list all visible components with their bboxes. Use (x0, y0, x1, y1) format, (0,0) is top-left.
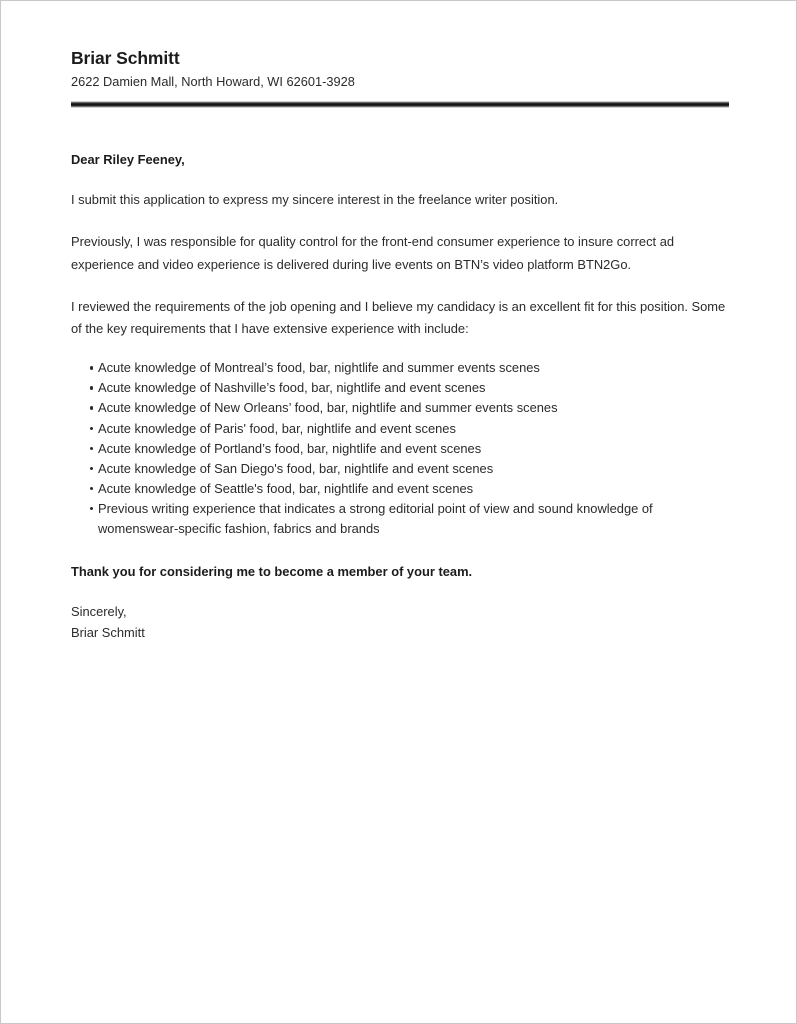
sign-off: Sincerely, (71, 603, 127, 619)
closing-thanks: Thank you for considering me to become a member of your team. (71, 564, 473, 580)
list-item: Acute knowledge of Portland’s food, bar, nightlife and event scenes (71, 439, 731, 459)
list-item: Acute knowledge of Seattle's food, bar, nightlife and event scenes (71, 479, 731, 499)
list-item: Acute knowledge of Montreal’s food, bar, nightlife and summer events scenes (71, 358, 731, 378)
signature-name: Briar Schmitt (71, 625, 145, 641)
paragraph-experience: Previously, I was responsible for quality control for the front-end consumer experience to insure correct ad experience and video experience is delivered during live events on BTN’s video platform BTN2Go. (71, 234, 675, 272)
salutation: Dear Riley Feeney, (71, 151, 185, 167)
sender-address: 2622 Damien Mall, North Howard, WI 62601-3928 (71, 73, 355, 89)
qualifications-list (71, 358, 731, 539)
letter-body (71, 151, 731, 644)
list-item: Acute knowledge of New Orleans’ food, bar, nightlife and summer events scenes (71, 398, 731, 418)
list-item: Acute knowledge of Paris' food, bar, nightlife and event scenes (71, 419, 731, 439)
letter-content (71, 48, 731, 644)
letterhead (71, 48, 731, 108)
paragraph-requirements-lead: I reviewed the requirements of the job opening and I believe my candidacy is an excellent fit for this position. Some of the key requirements that I have extensive experience with include: (71, 298, 726, 336)
header-divider-rule (71, 101, 729, 108)
list-item: Acute knowledge of San Diego's food, bar, nightlife and event scenes (71, 459, 731, 479)
paragraph-intro: I submit this application to express my sincere interest in the freelance writer position. (71, 192, 559, 208)
sender-name: Briar Schmitt (71, 48, 180, 68)
list-item: Previous writing experience that indicates a strong editorial point of view and sound knowledge of womenswear-specific fashion, fabrics and brands (71, 499, 731, 539)
list-item: Acute knowledge of Nashville’s food, bar, nightlife and event scenes (71, 378, 731, 398)
